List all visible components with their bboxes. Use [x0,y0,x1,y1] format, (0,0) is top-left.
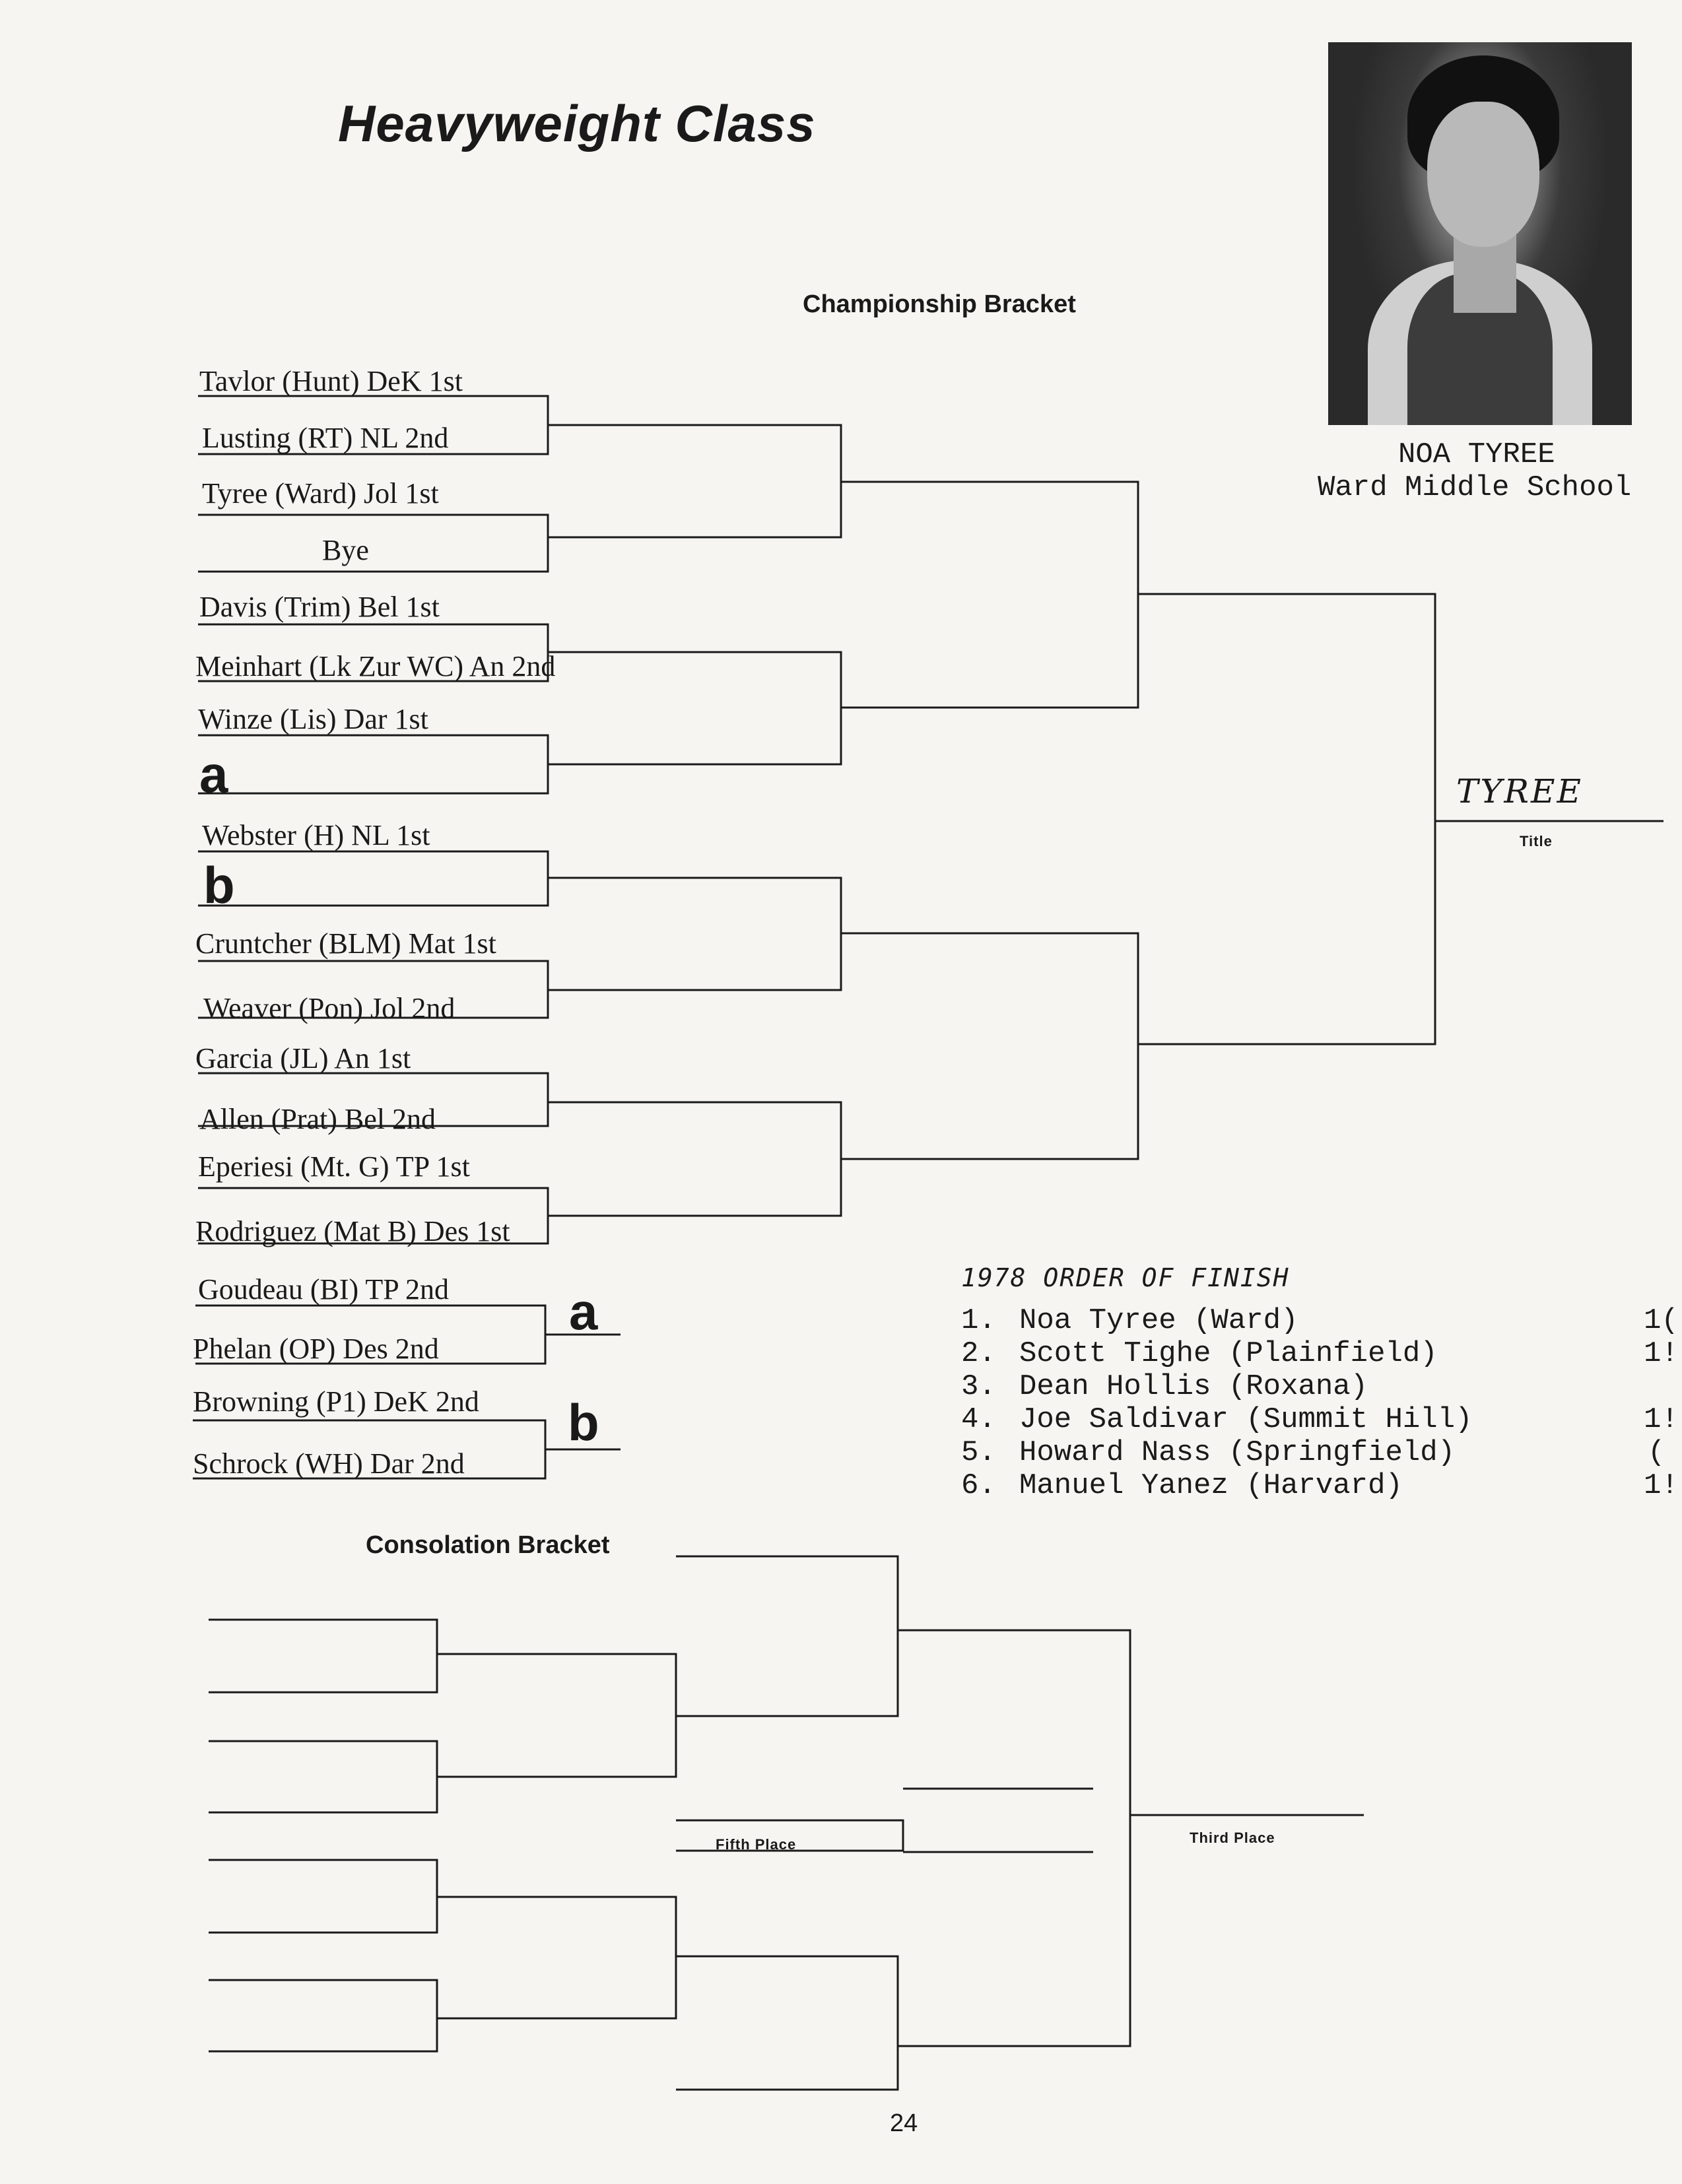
bracket-entry-bye: Bye [322,534,369,566]
finish-name: Dean Hollis (Roxana) [1019,1370,1368,1403]
bracket-entry: Winze (Lis) Dar 1st [198,703,428,735]
page-title: Heavyweight Class [338,94,816,152]
finish-name: Joe Saldivar (Summit Hill) [1019,1403,1473,1436]
bracket-entry: Allen (Prat) Bel 2nd [199,1103,436,1135]
title-winner-handwritten: TYREE [1456,772,1584,811]
bracket-entry: Webster (H) NL 1st [202,819,430,851]
prelim-placeholder-a: a [199,745,228,803]
title-label: Title [1520,833,1553,849]
finish-extra: 1! [1644,1469,1679,1502]
finish-rank: 3. [961,1370,996,1403]
finish-name: Manuel Yanez (Harvard) [1019,1469,1403,1502]
bracket-entry: Tyree (Ward) Jol 1st [202,477,439,510]
finish-name: Howard Nass (Springfield) [1019,1436,1456,1469]
prelim-entry: Browning (P1) DeK 2nd [193,1385,479,1418]
bracket-entry: Tavlor (Hunt) DeK 1st [199,365,463,397]
finish-rank: 4. [961,1403,996,1436]
champion-school: Ward Middle School [1318,471,1632,504]
champion-name: NOA TYREE [1398,438,1555,471]
bracket-entry: Cruntcher (BLM) Mat 1st [195,927,496,960]
fifth-place-label: Fifth Place [716,1836,797,1853]
finish-extra: ( [1648,1436,1665,1469]
prelim-entry: Schrock (WH) Dar 2nd [193,1447,465,1480]
finish-rank: 2. [961,1337,996,1370]
finish-rank: 1. [961,1304,996,1337]
consolation-bracket-header: Consolation Bracket [366,1531,610,1559]
bracket-entry: Davis (Trim) Bel 1st [199,591,440,623]
finish-extra: 1! [1644,1337,1679,1370]
page-number: 24 [890,2109,918,2137]
finish-name: Noa Tyree (Ward) [1019,1304,1298,1337]
prelim-winner-label-a: a [569,1282,598,1340]
prelim-entry: Goudeau (BI) TP 2nd [198,1273,450,1306]
prelim-placeholder-b: b [203,856,235,914]
bracket-entry: Meinhart (Lk Zur WC) An 2nd [195,650,556,682]
bracket-entry: Lusting (RT) NL 2nd [202,422,449,454]
prelim-entry: Phelan (OP) Des 2nd [193,1333,439,1365]
finish-rank: 5. [961,1436,996,1469]
bracket-entry: Eperiesi (Mt. G) TP 1st [198,1150,470,1183]
prelim-winner-label-b: b [568,1393,599,1451]
finish-extra: 1( [1644,1304,1679,1337]
championship-bracket-header: Championship Bracket [803,290,1076,318]
bracket-entry: Weaver (Pon) Jol 2nd [203,992,455,1024]
finish-rank: 6. [961,1469,996,1502]
bracket-entry: Rodriguez (Mat B) Des 1st [195,1215,510,1247]
third-place-label: Third Place [1190,1830,1275,1846]
finish-extra: 1! [1644,1403,1679,1436]
order-of-finish-heading: 1978 ORDER OF FINISH [961,1263,1290,1292]
bracket-entry: Garcia (JL) An 1st [195,1042,411,1075]
finish-name: Scott Tighe (Plainfield) [1019,1337,1438,1370]
